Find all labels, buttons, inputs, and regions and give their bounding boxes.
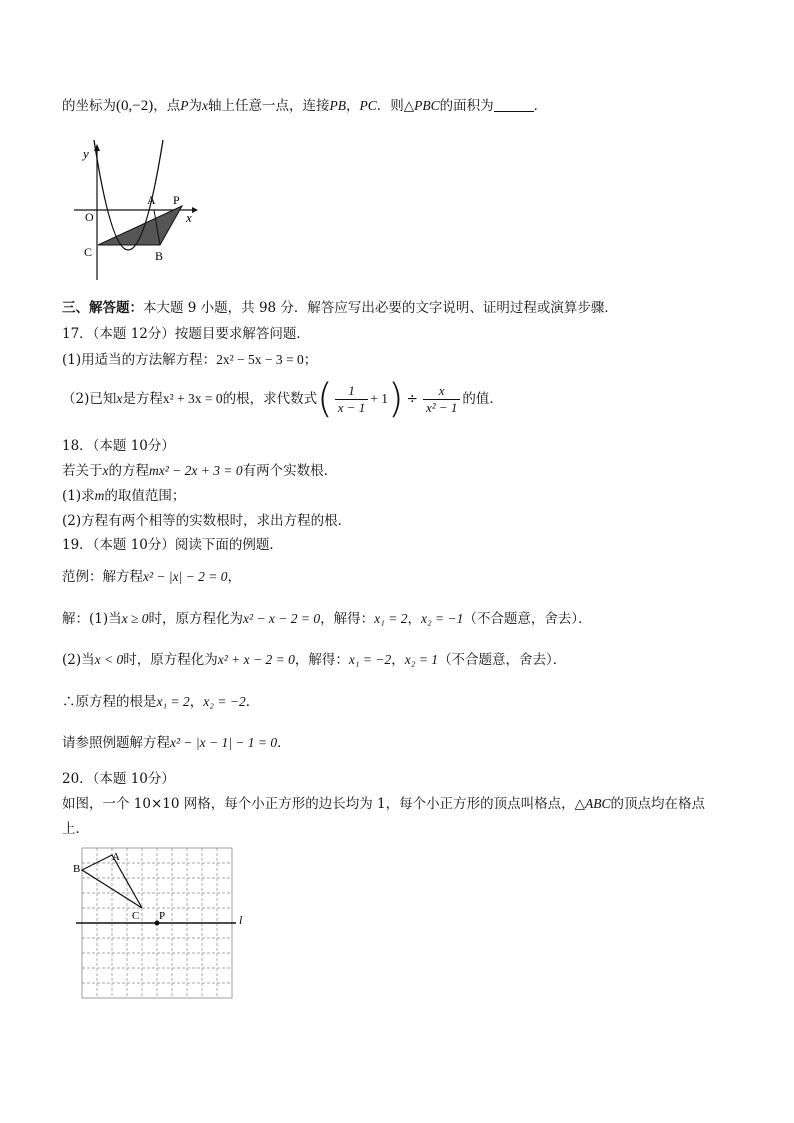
section-desc: 本大题 9 小题，共 98 分．解答应写出必要的文字说明、证明过程或演算步骤．: [143, 300, 618, 316]
q18-heading: 18．（本题 10分）: [62, 438, 175, 454]
q19-equation: x² − x − 2 = 0: [243, 611, 321, 626]
q19-text: 解：(1)当: [62, 611, 122, 627]
q19-text: 请参照例题解方程: [62, 735, 170, 751]
label-b: B: [73, 863, 81, 875]
grid-figure: [70, 840, 250, 1005]
q18-var-m: m: [94, 488, 105, 503]
q16-text: ．则: [376, 98, 404, 114]
q19-root: x₂ = −1: [420, 611, 464, 626]
q16-triangle: △PBC: [403, 98, 440, 113]
q19-solution-1: [62, 610, 592, 628]
section-header: [62, 299, 618, 317]
answer-blank[interactable]: [494, 99, 534, 112]
right-paren: ): [388, 376, 404, 422]
x-axis-arrow: [192, 207, 198, 213]
fraction-numerator: 1: [348, 382, 355, 398]
q16-tail-line: [62, 97, 547, 115]
label-a: A: [112, 851, 120, 863]
q19-text: 范例：解方程: [62, 569, 143, 585]
q19-text: ，: [391, 652, 405, 668]
label-y: y: [83, 146, 89, 161]
q20-triangle: △ABC: [574, 796, 611, 811]
q19-equation: x² − |x| − 2 = 0: [143, 569, 228, 584]
q17-part2: [62, 376, 503, 422]
parabola-figure: [70, 140, 200, 285]
q19-text: 时，原方程化为: [123, 652, 218, 668]
q16-coord: (0,−2): [116, 98, 154, 114]
q18-var-x: x: [102, 463, 109, 478]
fraction-2: [423, 383, 460, 416]
label-b: B: [155, 249, 164, 263]
q19-solution-2: [62, 651, 566, 669]
q17-text: (1)用适当的方法解方程：: [62, 352, 217, 368]
q19-text: 时，原方程化为: [148, 611, 244, 627]
q19-root: x₁ = −2: [348, 652, 392, 667]
q16-var-p: P: [180, 98, 189, 113]
q17-text: 是方程: [122, 391, 163, 407]
q19-text: ，解得：: [294, 652, 349, 668]
q16-seg-pb: PB: [329, 98, 346, 113]
q19-root: x₁ = 2: [374, 611, 408, 626]
q19-roots: [62, 693, 259, 711]
q19-text: ，解得：: [320, 611, 375, 627]
label-x: x: [186, 210, 192, 225]
q19-text: ，: [407, 611, 421, 627]
q19-text: （不合题意，舍去）．: [463, 611, 592, 627]
label-p: P: [173, 193, 180, 207]
q17-heading: 17．（本题 12分）按题目要求解答问题．: [62, 326, 310, 342]
label-p: P: [159, 910, 166, 922]
q16-text: 轴上任意一点，连接: [207, 98, 330, 114]
q19-text: （不合题意，舍去）．: [438, 652, 567, 668]
fraction-denominator: x − 1: [335, 399, 369, 416]
q17-text: （2)已知: [62, 391, 117, 407]
divide-sign: ÷: [406, 391, 418, 407]
q19-text: ，: [189, 694, 204, 710]
q18-text: 的取值范围；: [104, 488, 186, 504]
q20-heading: 20．（本题 10分）: [62, 771, 175, 787]
q20-text: 如图，一个 10×10 网格，每个小正方形的边长均为 1，每个小正方形的顶点叫格点，: [62, 796, 575, 812]
q20-text: 的顶点均在格点: [610, 796, 706, 812]
q19-condition: x < 0: [94, 652, 124, 667]
q19-condition: x ≥ 0: [121, 611, 149, 626]
q20-stem: [62, 795, 705, 813]
q17-part1: [62, 351, 317, 369]
q17-equation: x² + 3x = 0: [162, 391, 223, 406]
left-paren: (: [317, 376, 333, 422]
q17-equation: 2x² − 5x − 3 = 0: [216, 352, 304, 367]
q19-equation: x² − |x − 1| − 1 = 0: [170, 735, 278, 750]
q17-text: 的根，求代数式: [222, 391, 318, 407]
q16-var-x: x: [201, 98, 208, 113]
q18-part2: (2)方程有两个相等的实数根时，求出方程的根．: [62, 513, 352, 529]
q19-text: ．: [245, 694, 260, 710]
q19-text: ．: [277, 735, 291, 751]
q19-root: x₂ = 1: [404, 652, 439, 667]
label-c: C: [84, 245, 93, 259]
q19-example: [62, 568, 241, 586]
q19-root: x₁ = 2: [156, 694, 190, 709]
label-c: C: [132, 910, 140, 922]
q16-text: ，: [345, 98, 360, 114]
q19-equation: x² + x − 2 = 0: [217, 652, 295, 667]
q17-text: ；: [303, 352, 318, 368]
q16-text: ，点: [153, 98, 181, 114]
q18-text: (1)求: [62, 488, 95, 504]
fraction-denominator: x² − 1: [423, 399, 460, 416]
q20-stem-cont: 上．: [62, 821, 89, 837]
fraction-numerator: x: [438, 382, 445, 398]
q18-text: 有两个实数根．: [242, 463, 338, 479]
q19-text: ∴原方程的根是: [62, 694, 157, 710]
q19-heading: 19．（本题 10分）阅读下面的例题．: [62, 537, 283, 553]
q18-part1: [62, 487, 185, 505]
fraction-1: [335, 383, 369, 416]
q17-text: 的值．: [462, 391, 503, 407]
section-title: 三、解答题：: [62, 300, 143, 316]
q16-text: 的面积为: [439, 98, 494, 114]
q19-text: ，: [227, 569, 242, 585]
q17-var-x: x: [116, 391, 123, 406]
q18-text: 的方程: [108, 463, 149, 479]
q16-text: 为: [188, 98, 202, 114]
triangle-pbc: [98, 206, 182, 245]
q19-text: (2)当: [62, 652, 95, 668]
label-a: A: [147, 193, 156, 207]
label-l: l: [239, 913, 243, 927]
q16-text: ．: [533, 98, 548, 114]
plus-one: + 1: [370, 391, 389, 406]
q16-text: 的坐标为: [62, 98, 116, 114]
label-o: O: [85, 210, 94, 224]
q18-stem: [62, 462, 337, 480]
q19-root: x₂ = −2: [203, 694, 246, 709]
q16-seg-pc: PC: [359, 98, 377, 113]
q19-task: [62, 734, 291, 752]
q18-text: 若关于: [62, 463, 103, 479]
q18-equation: mx² − 2x + 3 = 0: [149, 463, 243, 478]
